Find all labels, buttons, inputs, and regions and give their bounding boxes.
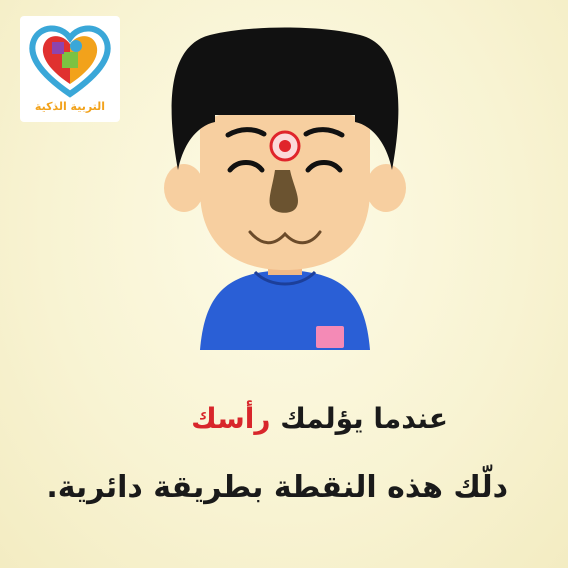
left-ear [164, 164, 204, 212]
logo-text: التربية الذكية [34, 100, 106, 113]
right-ear [366, 164, 406, 212]
app-logo [20, 16, 120, 122]
shirt-pocket [316, 326, 344, 348]
boy-illustration [150, 20, 420, 365]
caption-highlight: رأسك [191, 402, 271, 435]
heart-puzzle-icon [20, 16, 120, 102]
caption-line-2: دلّك هذه النقطة بطريقة دائرية. [46, 470, 508, 505]
caption-line-1: عندما يؤلمك رأسك [191, 402, 448, 435]
shirt [200, 270, 370, 350]
